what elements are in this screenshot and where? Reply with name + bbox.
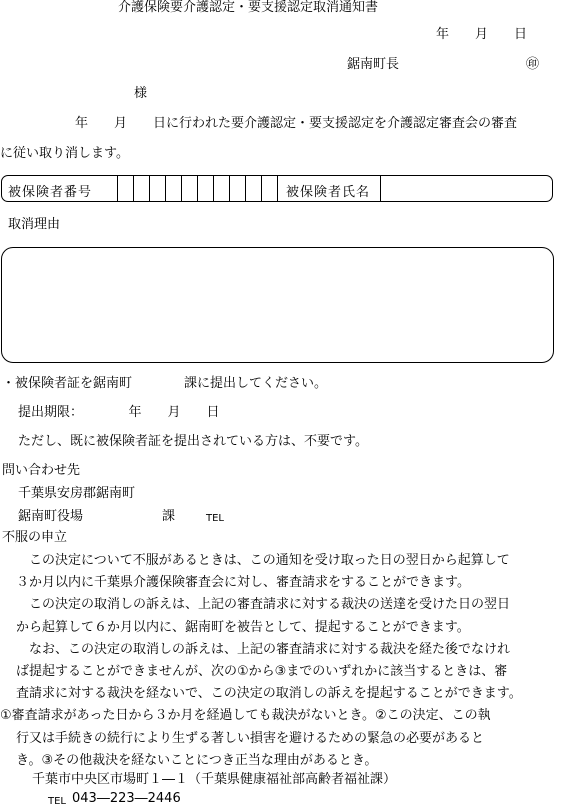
contact-office: 鋸南町役場	[18, 509, 84, 524]
appeal-line: なお、この決定の取消しの訴えは、上記の審査請求に対する裁決を経た後でなけれ	[16, 641, 511, 657]
addressee-suffix: 様	[134, 86, 148, 101]
submit-instruction: ・被保険者証を鋸南町 課に提出してください。	[2, 376, 328, 391]
authority-address: 千葉市中央区市場町１―１（千葉県健康福祉部高齢者福祉課）	[32, 772, 397, 787]
appeal-line: この決定の取消しの訴えは、上記の審査請求に対する裁決の送達を受けた日の翌日	[16, 597, 511, 613]
appeal-line: 査請求に対する裁決を経ないで、この決定の取消しの訴えを提起することができます。	[16, 686, 522, 702]
appeal-body	[0, 550, 576, 772]
already-submitted-note: ただし、既に被保険者証を提出されている方は、不要です。	[18, 434, 368, 449]
appeal-heading: 不服の申立	[2, 530, 68, 545]
appeal-line: き。③その他裁決を経ないことにつき正当な理由があるとき。	[16, 752, 378, 768]
submit-deadline: 提出期限： 年 月 日	[18, 405, 220, 420]
contact-tel-label: TEL	[206, 513, 224, 524]
contact-heading: 問い合わせ先	[2, 463, 81, 478]
insured-number-field[interactable]	[118, 176, 277, 201]
authority-tel-label: TEL	[48, 796, 66, 807]
appeal-line: この決定について不服があるときは、この通知を受け取った日の翌日から起算して	[16, 553, 510, 568]
intro-line-2: に従い取り消します。	[0, 146, 129, 161]
insured-name-field[interactable]	[381, 176, 551, 201]
appeal-line: 行又は手続きの続行により生ずる著しい損害を避けるための緊急の必要があると	[16, 730, 485, 746]
authority-tel-number: 043―223―2446	[72, 791, 181, 806]
intro-line-1: 年 月 日に行われた要介護認定・要支援認定を介護認定審査会の審査	[75, 116, 518, 131]
issue-date: 年 月 日	[436, 27, 528, 42]
insured-info-box	[1, 175, 553, 202]
appeal-line: ①審査請求があった日から３か月を経過しても裁決がないとき。②この決定、この執	[0, 708, 491, 724]
issuer-name: 鋸南町長	[347, 57, 400, 72]
appeal-line: ば提起することができませんが、次の①から③までのいずれかに該当するときは、審	[16, 664, 508, 680]
insured-number-label: 被保険者番号	[8, 185, 93, 200]
contact-address: 千葉県安房郡鋸南町	[18, 486, 136, 501]
contact-section: 課	[162, 509, 176, 524]
document-title: 介護保険要介護認定・要支援認定取消通知書	[118, 0, 379, 15]
reason-label: 取消理由	[8, 217, 61, 232]
insured-name-label: 被保険者氏名	[286, 185, 371, 200]
appeal-line: から起算して６か月以内に、鋸南町を被告として、提起することができます。	[16, 619, 470, 635]
seal-mark: ㊞	[526, 57, 540, 72]
appeal-line: ３か月以内に千葉県介護保険審査会に対し、審査請求をすることができます。	[16, 575, 470, 591]
reason-field[interactable]	[1, 247, 554, 363]
